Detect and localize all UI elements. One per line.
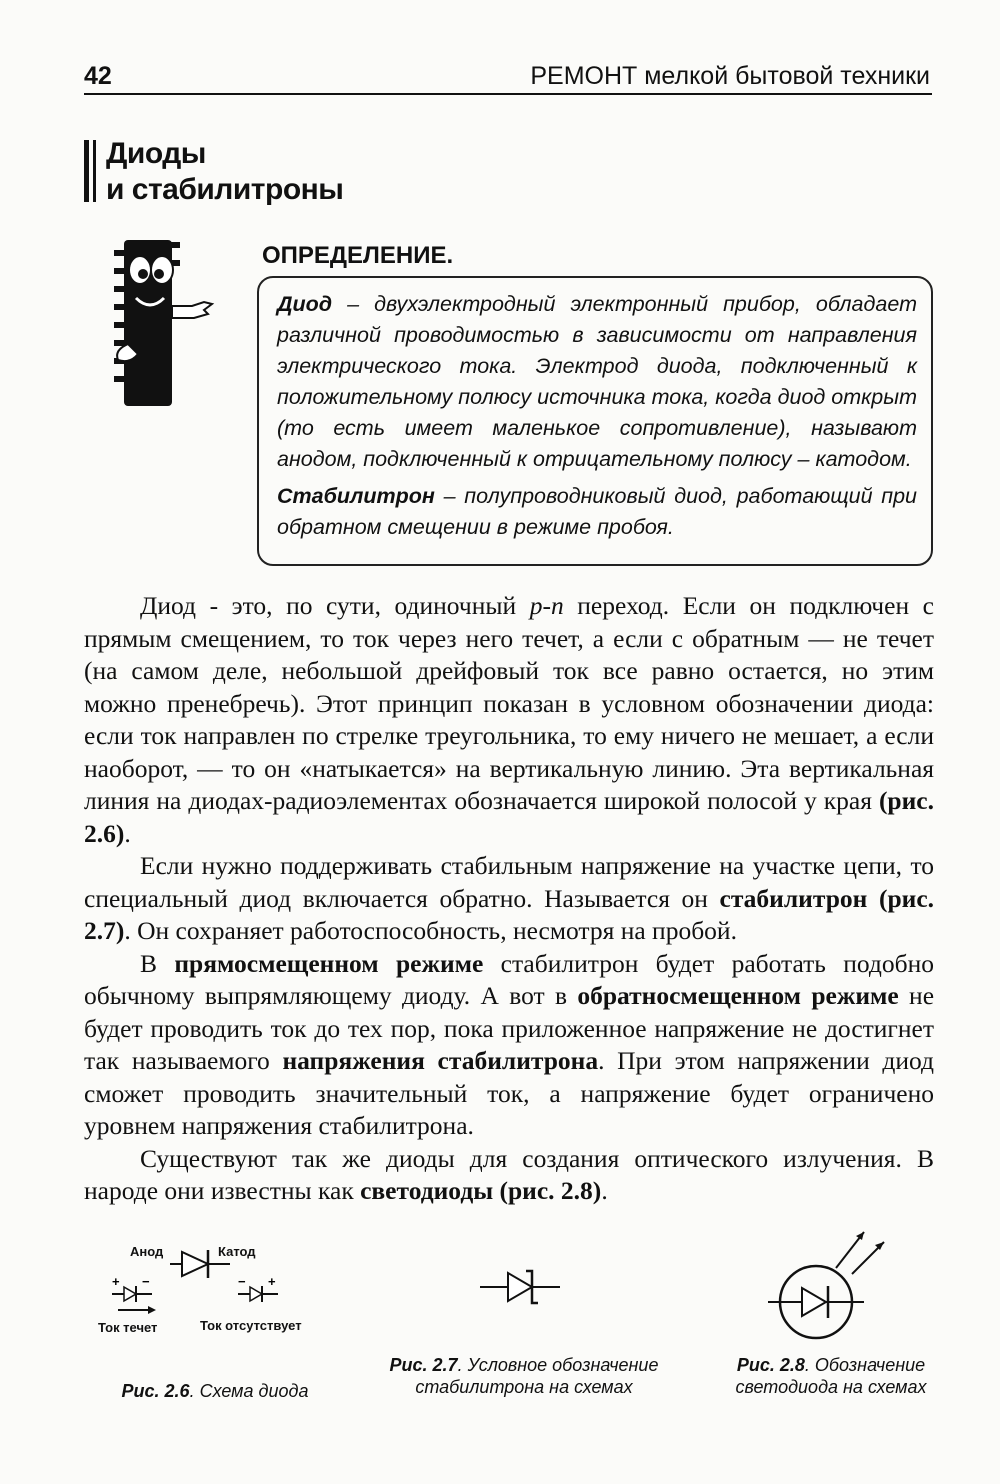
p4-end: .	[601, 1176, 608, 1205]
page-number: 42	[84, 62, 112, 90]
definition-diode-text: – двухэлектродный электронный прибор, обладает различной проводимостью в зависимости от направления электрического тока. Электрод диода, подключенный к положительному полюсу источника тока, когда диод открыт (то есть имеет маленькое сопротивление), называют анодом, подключенный к отрицательному полюсу – катодом.	[277, 292, 917, 471]
label-anode: Анод	[130, 1244, 164, 1259]
p3-term2: обратносмещенном режиме	[577, 981, 899, 1010]
p4-term: светодиоды	[360, 1176, 494, 1205]
caption-fig-2-7-text: . Условное обозначение стабилитрона на схемах	[415, 1355, 659, 1397]
paragraph-1	[84, 590, 934, 850]
caption-fig-2-8-num: Рис. 2.8	[736, 1355, 805, 1375]
p2-text-a: Если нужно поддерживать стабильным напряжение на участке цепи, то специальный диод включается обратно. Называется он	[84, 851, 934, 913]
p1-text-b: переход. Если он подключен с прямым смещением, то ток через него течет, а если с обратным — не течет (на самом деле, небольшой дрейфовый ток все равно остается, но этим можно пренебречь). Этот принцип показан в условном обозначении диода: если ток направлен по стрелке треугольника, то ему ничего не мешает, а если наоборот, — то он «натыкается» на вертикальную линию. Эта вертикальная линия на диодах-радиоэлементах обозначается широкой полосой у края	[84, 591, 934, 815]
diode-triangle	[182, 1252, 208, 1276]
p2-term: стабилитрон	[719, 883, 868, 913]
p3-text-d: . При этом напряжении диод сможет проводить значительный ток, а напряжение будет ограничено уровнем напряжения стабилитрона.	[84, 1046, 934, 1140]
section-title-line1: Диоды	[106, 137, 206, 170]
term-zener: Стабилитрон	[277, 484, 435, 508]
caption-fig-2-6-num: Рис. 2.6	[121, 1381, 190, 1401]
section-title	[106, 136, 343, 208]
figure-led-symbol	[760, 1218, 910, 1348]
p3-text-c: не будет проводить ток до тех пор, пока приложенное напряжение не достигнет так называемого	[84, 981, 935, 1075]
svg-text:−: −	[238, 1274, 246, 1289]
caption-fig-2-8-text: . Обозначение светодиода на схемах	[735, 1355, 927, 1397]
definition-zener	[277, 481, 917, 543]
definition-heading: ОПРЕДЕЛЕНИЕ.	[262, 242, 454, 269]
p3-text-a: В	[140, 948, 175, 978]
label-cathode: Катод	[218, 1244, 256, 1259]
title-accent-bar-thin	[93, 140, 96, 202]
caption-fig-2-7	[372, 1354, 676, 1398]
p1-pn: p-n	[529, 591, 564, 620]
p4-figure-ref: (рис. 2.8)	[499, 1176, 602, 1205]
title-accent-bar	[84, 140, 89, 202]
label-current-flows: Ток течет	[98, 1320, 158, 1335]
definition-diode	[277, 289, 917, 475]
p2-text-b: . Он сохраняет работоспособность, несмотря на пробой.	[124, 916, 737, 945]
definition-zener-text: – полупроводниковый диод, работающий при обратном смещении в режиме пробоя.	[277, 484, 917, 539]
p4-text-a: Существуют так же диоды для создания оптического излучения. В народе они известны как	[84, 1143, 934, 1205]
zener-triangle	[508, 1273, 532, 1301]
figure-diode-scheme	[90, 1232, 340, 1342]
p2-figure-ref: (рис. 2.7)	[84, 883, 935, 945]
p1-figure-ref: (рис. 2.6)	[84, 786, 934, 848]
running-title: РЕМОНТ мелкой бытовой техники	[530, 62, 930, 90]
p3-term3: напряжения стабилитрона	[282, 1046, 599, 1075]
section-title-line2: и стабилитроны	[106, 173, 344, 206]
figure-zener-symbol	[480, 1258, 570, 1318]
caption-fig-2-6	[90, 1380, 340, 1402]
p1-end: .	[124, 818, 131, 848]
svg-text:+: +	[112, 1274, 120, 1289]
caption-fig-2-7-num: Рис. 2.7	[389, 1355, 458, 1375]
paragraph-4	[84, 1143, 934, 1208]
led-triangle	[802, 1288, 826, 1316]
term-diode: Диод	[277, 292, 333, 316]
definition-box	[257, 276, 933, 566]
p1-text-a: Диод - это, по сути, одиночный	[140, 591, 530, 620]
label-no-current: Ток отсутствует	[200, 1318, 302, 1333]
p3-term1: прямосмещенном режиме	[174, 948, 484, 978]
svg-text:+: +	[268, 1274, 276, 1289]
body-text	[84, 590, 934, 1208]
caption-fig-2-8	[716, 1354, 946, 1398]
chip-mascot-illustration	[108, 232, 236, 410]
paragraph-2	[84, 850, 934, 948]
p3-text-b: стабилитрон будет работать подобно обычному выпрямляющему диоду. А вот в	[84, 948, 934, 1010]
paragraph-3	[84, 948, 934, 1143]
svg-text:−: −	[142, 1274, 150, 1289]
caption-fig-2-6-text: . Схема диода	[189, 1381, 309, 1401]
header-rule	[84, 93, 932, 95]
